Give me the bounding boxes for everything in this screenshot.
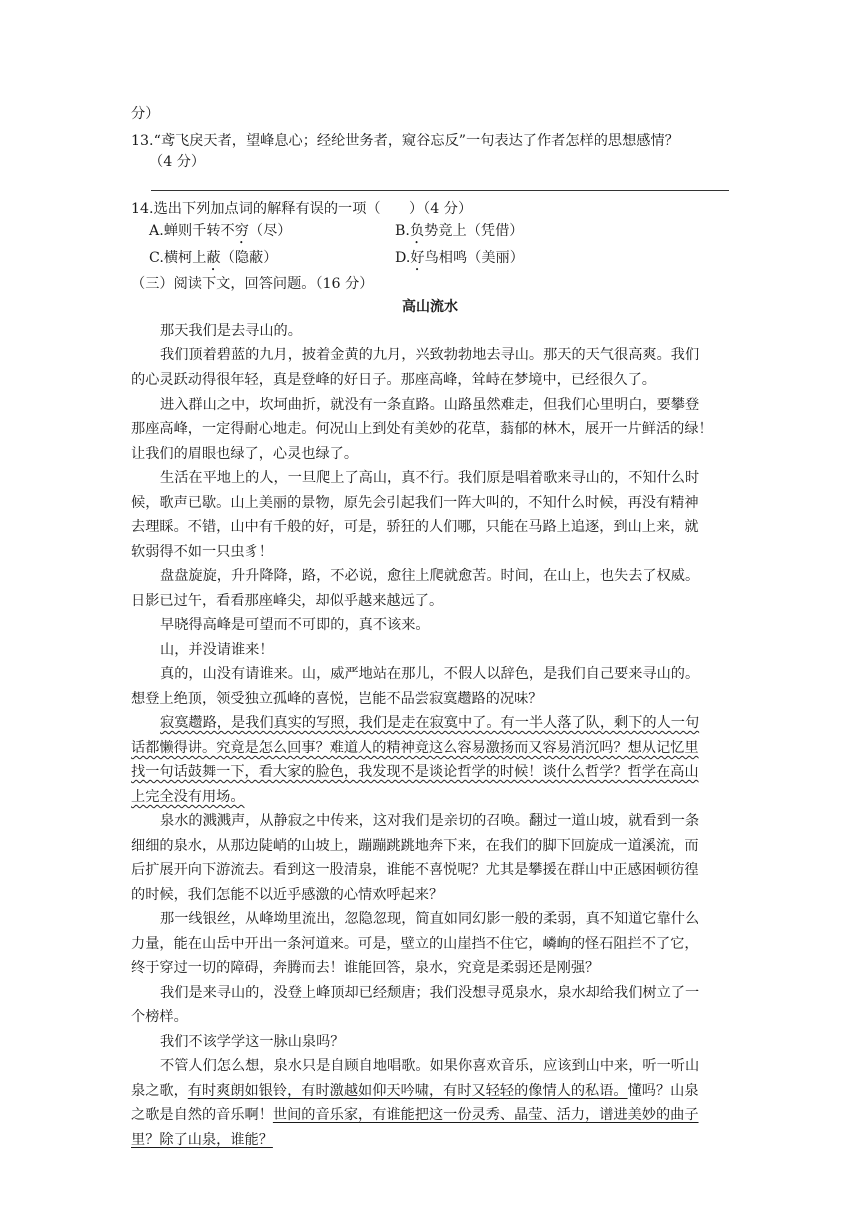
paragraph-line-underlined: 里？除了山泉，谁能？: [131, 1132, 273, 1148]
previous-question-tail: 分）: [131, 106, 160, 122]
paragraph-line: 进入群山之中，坎坷曲折，就没有一条直路。山路虽然难走，但我们心里明白，要攀登: [160, 397, 700, 413]
paragraph-line: 软弱得不如一只虫豸！: [131, 544, 273, 560]
paragraph-line-wavy: 上完全没有用场。: [131, 789, 245, 805]
section-3-heading: （三）阅读下文，回答问题。（16 分）: [131, 276, 374, 292]
paragraph-line: 个榜样。: [131, 1009, 188, 1025]
paragraph-line: 那座高峰，一定得耐心地走。何况山上到处有美妙的花草，蓊郁的林木，展开一片鲜活的绿！: [131, 421, 713, 437]
paragraph-line: 让我们的眉眼也绿了，心灵也绿了。: [131, 446, 359, 462]
paragraph-line: 我们顶着碧蓝的九月，披着金黄的九月，兴致勃勃地去寻山。那天的天气很高爽。我们: [160, 347, 700, 363]
paragraph-line: 之歌是自然的音乐啊！世间的音乐家，有谁能把这一份灵秀、晶莹、活力，谱进美妙的曲子: [131, 1107, 699, 1123]
paragraph-line: 盘盘旋旋，升升降降，路，不必说，愈往上爬就愈苦。时间，在山上，也失去了权威。: [160, 568, 700, 584]
underlined-text: 有时爽朗如银铃，有时激越如仰天吟啸，有时又轻轻的像情人的私语。: [187, 1083, 628, 1099]
emphasis-char: 负: [409, 223, 425, 239]
paragraph-line: 那一线银丝，从峰坳里流出，忽隐忽现，简直如同幻影一般的柔弱，真不知道它靠什么: [160, 911, 700, 927]
paragraph-line-wavy: 话都懒得讲。究竟是怎么回事？难道人的精神竟这么容易激扬而又容易消沉吗？想从记忆里: [131, 740, 699, 756]
paragraph-line: 力量，能在山岳中开出一条河道来。可是，壁立的山崖挡不住它，嶙峋的怪石阻拦不了它，: [131, 936, 699, 952]
paragraph-line: 的心灵跃动得很年轻，真是登峰的好日子。那座高峰，耸峙在梦境中，已经很久了。: [131, 372, 656, 388]
paragraph-line: 早晓得高峰是可望而不可即的，真不该来。: [160, 617, 430, 633]
paragraph-line: 真的，山没有请谁来。山，威严地站在那儿，不假人以辞色，是我们自己要来寻山的。: [160, 666, 700, 682]
emphasis-char: 穷: [234, 223, 249, 239]
question-13-score: （4 分）: [149, 154, 206, 170]
paragraph-line: 后扩展开向下游流去。看到这一股清泉，谁能不喜悦呢？尤其是攀援在群山中正感困顿彷徨: [131, 862, 699, 878]
paragraph-line-wavy: 找一句话鼓舞一下，看大家的脸色，我发现不是谈论哲学的时候！谈什么哲学？哲学在高山: [131, 764, 699, 780]
paragraph-line: 日影已过午，看看那座峰尖，却似乎越来越远了。: [131, 593, 444, 609]
underlined-text: 世间的音乐家，有谁能把这一份灵秀、晶莹、活力，谱进美妙的曲子: [272, 1107, 699, 1123]
passage-title: 高山流水: [402, 299, 458, 315]
option-d: D.好鸟相鸣（美丽）: [395, 250, 524, 266]
paragraph-line: 山，并没请谁来！: [160, 642, 274, 658]
paragraph-line: 我们不该学学这一脉山泉吗？: [160, 1034, 345, 1050]
emphasis-char: 蔽: [206, 250, 221, 266]
option-a: A.蝉则千转不穷（尽）: [149, 223, 292, 239]
paragraph-line: 不管人们怎么想，泉水只是自顾自地唱歌。如果你喜欢音乐，应该到山中来，听一听山: [160, 1058, 700, 1074]
paragraph-line: 生活在平地上的人，一旦爬上了高山，真不行。我们原是唱着歌来寻山的，不知什么时: [160, 470, 700, 486]
paragraph-line: 我们是来寻山的，没登上峰顶却已经颓唐；我们没想寻觅泉水，泉水却给我们树立了一: [160, 985, 700, 1001]
paragraph-line: 候，歌声已歇。山上美丽的景物，原先会引起我们一阵大叫的，不知什么时候，再没有精神: [131, 495, 699, 511]
paragraph-line: 那天我们是去寻山的。: [160, 323, 302, 339]
paragraph-line: 去理睬。不错，山中有千般的好，可是，骄狂的人们哪，只能在马路上追逐，到山上来，就: [131, 519, 699, 535]
answer-line: [151, 190, 729, 191]
paragraph-line: 想登上绝顶，领受独立孤峰的喜悦，岂能不品尝寂寞趱路的况味？: [131, 691, 543, 707]
paragraph-line: 终于穿过一切的障碍，奔腾而去！谁能回答，泉水，究竟是柔弱还是刚强？: [131, 960, 600, 976]
paragraph-line: 泉之歌，有时爽朗如银铃，有时激越如仰天吟啸，有时又轻轻的像情人的私语。懂吗？山泉: [131, 1083, 699, 1099]
paragraph-line: 泉水的溅溅声，从静寂之中传来，这对我们是亲切的召唤。翻过一道山坡，就看到一条: [160, 813, 700, 829]
paragraph-line-wavy: 寂寞趱路，是我们真实的写照，我们是走在寂寞中了。有一半人落了队，剩下的人一句: [160, 715, 700, 731]
option-b: B.负势竞上（凭借）: [395, 223, 524, 239]
paragraph-line: 的时候，我们怎能不以近乎感激的心情欢呼起来？: [131, 887, 444, 903]
option-c: C.横柯上蔽（隐蔽）: [149, 250, 278, 266]
emphasis-char: 好: [410, 250, 425, 266]
question-14-stem: 14.选出下列加点词的解释有误的一项（ ）（4 分）: [131, 201, 473, 217]
paragraph-line: 细细的泉水，从那边陡峭的山坡上，蹦蹦跳跳地奔下来，在我们的脚下回旋成一道溪流，而: [131, 838, 699, 854]
question-13-text: 13.“鸢飞戾天者，望峰息心；经纶世务者，窥谷忘反”一句表达了作者怎样的思想感情？: [131, 133, 679, 149]
